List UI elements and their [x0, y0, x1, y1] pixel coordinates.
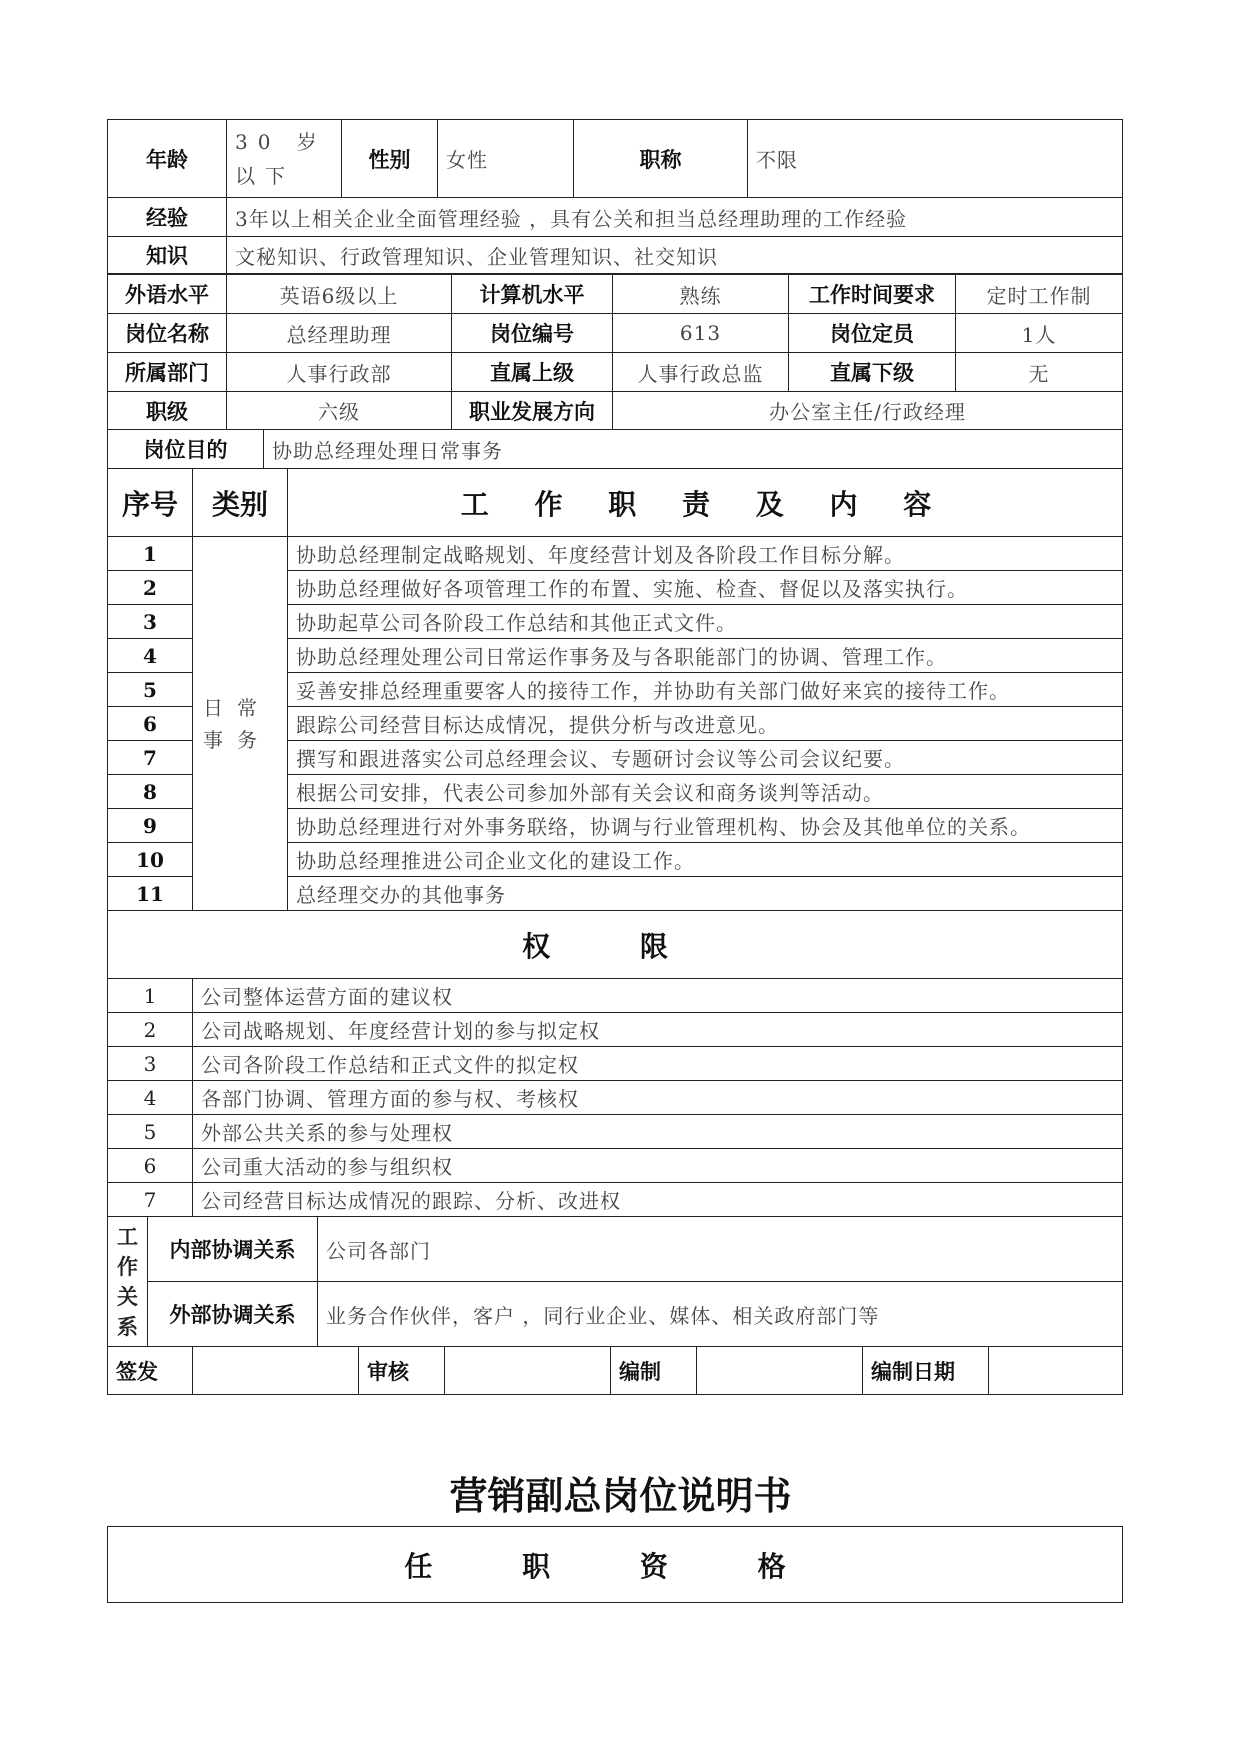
duty-no: 2 [108, 571, 193, 605]
internal-label: 内部协调关系 [148, 1217, 318, 1282]
duty-no: 8 [108, 775, 193, 809]
date-label: 编制日期 [863, 1347, 989, 1395]
duty-text: 协助总经理制定战略规划、年度经营计划及各阶段工作目标分解。 [288, 537, 1123, 571]
duty-text: 根据公司安排，代表公司参加外部有关会议和商务谈判等活动。 [288, 775, 1123, 809]
duties-table [107, 468, 1123, 911]
post-name-label: 岗位名称 [108, 314, 227, 353]
date-value [989, 1347, 1123, 1395]
issue-label: 签发 [108, 1347, 193, 1395]
internal-value: 公司各部门 [318, 1217, 1123, 1282]
compile-value [697, 1347, 863, 1395]
authority-text: 公司战略规划、年度经营计划的参与拟定权 [193, 1013, 1123, 1047]
duty-text: 总经理交办的其他事务 [288, 877, 1123, 911]
experience-value: 3年以上相关企业全面管理经验 ，具有公关和担当总经理助理的工作经验 [227, 198, 1123, 237]
authority-text: 公司经营目标达成情况的跟踪、分析、改进权 [193, 1183, 1123, 1217]
post-no-value: 613 [613, 314, 789, 353]
next-doc-section-table [107, 1526, 1123, 1603]
authority-text: 公司重大活动的参与组织权 [193, 1149, 1123, 1183]
authority-title: 权 限 [108, 911, 1123, 979]
compile-label: 编制 [611, 1347, 697, 1395]
gender-label: 性别 [342, 120, 438, 198]
purpose-table [107, 429, 1123, 469]
computer-label: 计算机水平 [452, 275, 613, 314]
headcount-label: 岗位定员 [789, 314, 956, 353]
duty-no: 11 [108, 877, 193, 911]
worktime-value: 定时工作制 [956, 275, 1123, 314]
issue-value [193, 1347, 359, 1395]
relations-table [107, 1216, 1123, 1347]
grade-value: 六级 [227, 392, 452, 430]
duty-text: 协助总经理进行对外事务联络，协调与行业管理机构、协会及其他单位的关系。 [288, 809, 1123, 843]
dept-value: 人事行政部 [227, 353, 452, 392]
grade-label: 职级 [108, 392, 227, 430]
authority-text: 公司各阶段工作总结和正式文件的拟定权 [193, 1047, 1123, 1081]
age-value: 30 岁以下 [227, 120, 342, 198]
age-label: 年龄 [108, 120, 227, 198]
authority-no: 7 [108, 1183, 193, 1217]
authority-text: 各部门协调、管理方面的参与权、考核权 [193, 1081, 1123, 1115]
duty-category: 日常事务 [193, 537, 288, 911]
career-label: 职业发展方向 [452, 392, 613, 430]
duty-no: 3 [108, 605, 193, 639]
purpose-label: 岗位目的 [108, 430, 264, 469]
title-value: 不限 [748, 120, 1123, 198]
duty-no: 6 [108, 707, 193, 741]
external-value: 业务合作伙伴，客户 ，同行业企业、媒体、相关政府部门等 [318, 1282, 1123, 1347]
knowledge-label: 知识 [108, 237, 227, 274]
lang-label: 外语水平 [108, 275, 227, 314]
duty-no: 9 [108, 809, 193, 843]
duty-text: 撰写和跟进落实公司总经理会议、专题研讨会议等公司会议纪要。 [288, 741, 1123, 775]
duty-no: 7 [108, 741, 193, 775]
authority-no: 5 [108, 1115, 193, 1149]
authority-no: 6 [108, 1149, 193, 1183]
col-no-header: 序号 [108, 469, 193, 537]
next-doc-title: 营销副总岗位说明书 [449, 1474, 792, 1518]
subordinate-value: 无 [956, 353, 1123, 392]
duty-text: 跟踪公司经营目标达成情况，提供分析与改进意见。 [288, 707, 1123, 741]
duty-no: 4 [108, 639, 193, 673]
col-category-header: 类别 [193, 469, 288, 537]
duty-no: 5 [108, 673, 193, 707]
headcount-value: 1人 [956, 314, 1123, 353]
external-label: 外部协调关系 [148, 1282, 318, 1347]
relations-label: 工作关系 [108, 1217, 148, 1347]
post-name-value: 总经理助理 [227, 314, 452, 353]
review-label: 审核 [359, 1347, 445, 1395]
dept-label: 所属部门 [108, 353, 227, 392]
knowledge-value: 文秘知识、行政管理知识、企业管理知识、社交知识 [227, 237, 1123, 274]
authority-text: 外部公共关系的参与处理权 [193, 1115, 1123, 1149]
duty-text: 协助总经理处理公司日常运作事务及与各职能部门的协调、管理工作。 [288, 639, 1123, 673]
next-doc-section: 任 职 资 格 [108, 1527, 1123, 1603]
post-info-table [107, 274, 1123, 430]
authority-text: 公司整体运营方面的建议权 [193, 979, 1123, 1013]
authority-table [107, 910, 1123, 1217]
worktime-label: 工作时间要求 [789, 275, 956, 314]
duty-text: 协助总经理做好各项管理工作的布置、实施、检查、督促以及落实执行。 [288, 571, 1123, 605]
experience-label: 经验 [108, 198, 227, 237]
duty-text: 妥善安排总经理重要客人的接待工作，并协助有关部门做好来宾的接待工作。 [288, 673, 1123, 707]
subordinate-label: 直属下级 [789, 353, 956, 392]
review-value [445, 1347, 611, 1395]
signoff-table [107, 1346, 1123, 1395]
gender-value: 女性 [438, 120, 574, 198]
col-content-header: 工 作 职 责 及 内 容 [288, 469, 1123, 537]
superior-label: 直属上级 [452, 353, 613, 392]
title-label: 职称 [574, 120, 748, 198]
authority-no: 4 [108, 1081, 193, 1115]
duty-text: 协助总经理推进公司企业文化的建设工作。 [288, 843, 1123, 877]
duty-no: 10 [108, 843, 193, 877]
superior-value: 人事行政总监 [613, 353, 789, 392]
authority-no: 2 [108, 1013, 193, 1047]
basic-info-table [107, 119, 1123, 274]
purpose-value: 协助总经理处理日常事务 [264, 430, 1123, 469]
career-value: 办公室主任/行政经理 [613, 392, 1123, 430]
authority-no: 3 [108, 1047, 193, 1081]
computer-value: 熟练 [613, 275, 789, 314]
lang-value: 英语6级以上 [227, 275, 452, 314]
authority-no: 1 [108, 979, 193, 1013]
duty-text: 协助起草公司各阶段工作总结和其他正式文件。 [288, 605, 1123, 639]
post-no-label: 岗位编号 [452, 314, 613, 353]
duty-no: 1 [108, 537, 193, 571]
